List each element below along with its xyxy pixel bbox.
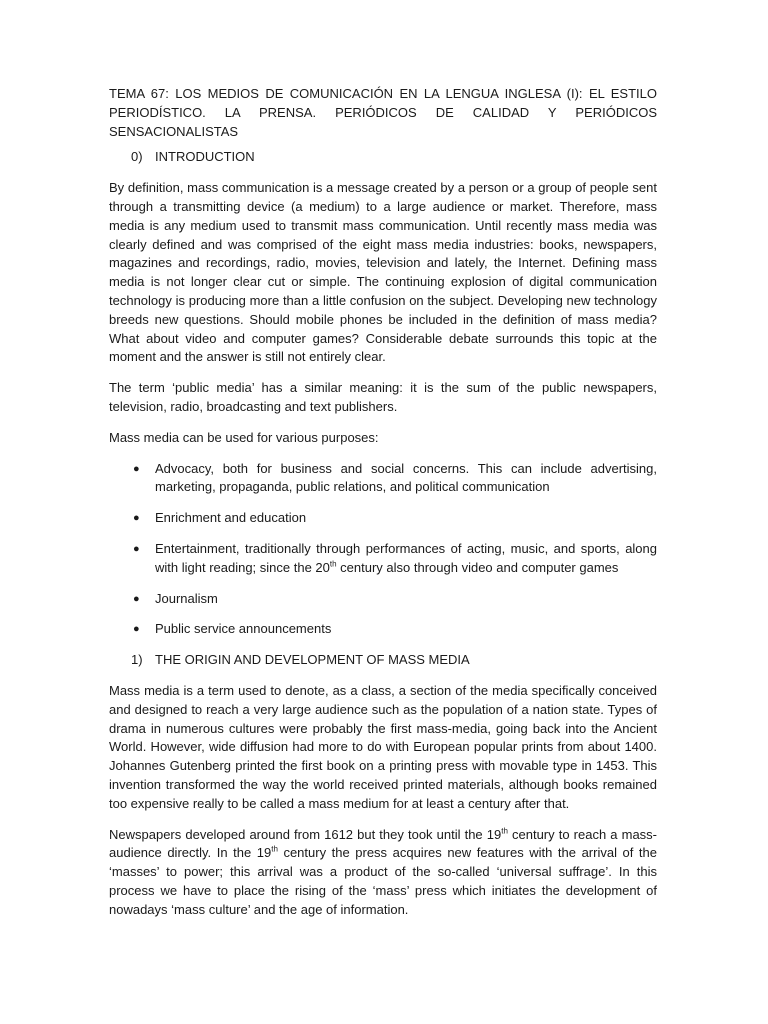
text-run: century to reach a mass-audience directly. In the 19 [109, 826, 658, 861]
list-item [109, 509, 657, 528]
superscript: th [271, 844, 278, 854]
paragraph-purposes-intro: Mass media can be used for various purposes: [109, 429, 379, 445]
list-item-text: Journalism [155, 590, 218, 606]
superscript: th [329, 559, 337, 569]
bullet-icon: ● [133, 462, 140, 475]
paragraph-newspapers [109, 826, 657, 920]
bullet-icon: ● [133, 512, 140, 525]
paragraph-mass-media-origin: Mass media is a term used to denote, as a class, a section of the media specifically conceived and designed to reach a very large audience such as the population of a nation state. Types of drama in numerous cultures were probably the first mass-media, going back into the Ancient World. However, wide diffusion had more to do with European popular prints from about 1400. Johannes Gutenberg printed the first book on a printing press with movable type in 1453. This invention transformed the way the world received printed materials, although books remained too expensive really to be called a mass medium for at least a century after that. [109, 682, 657, 811]
bullet-icon: ● [133, 542, 140, 555]
list-item-text: Public service announcements [155, 621, 332, 637]
text-run: century the press acquires new features with the arrival of the ‘masses’ to power; this arrival was a product of the so-called ‘universal suffrage’. In this process we have to place the rising of the ‘mass’ press which initiates the development of nowadays ‘mass culture’ and the age of information. [109, 845, 657, 917]
section-number: 1) [131, 652, 143, 668]
section-title: THE ORIGIN AND DEVELOPMENT OF MASS MEDIA [155, 652, 470, 668]
text-run: century also through video and computer games [336, 559, 619, 575]
section-number: 0) [131, 149, 143, 165]
list-item [109, 540, 657, 578]
document-body [109, 85, 657, 931]
text-run: Entertainment, traditionally through performances of acting, music, and sports, along with light reading; since the 20 [155, 540, 657, 575]
bullet-icon: ● [133, 623, 140, 636]
bullet-icon: ● [133, 592, 140, 605]
purposes-list [109, 460, 657, 640]
list-item-text: Enrichment and education [155, 510, 307, 526]
section-heading-introduction [131, 148, 657, 167]
document-title: TEMA 67: LOS MEDIOS DE COMUNICACIÓN EN LA LENGUA INGLESA (I): EL ESTILO PERIODÍSTICO. LA PRENSA. PERIÓDICOS DE CALIDAD Y PERIÓDICOS SENSACIONALISTAS [109, 86, 657, 139]
paragraph-definition: By definition, mass communication is a message created by a person or a group of people sent through a transmitting device (a medium) to a large audience or market. Therefore, mass media is any medium used to transmit mass communication. Until recently mass media was clearly defined and was comprised of the eight mass media industries: books, newspapers, magazines and recordings, radio, movies, television and lately, the Internet. Defining mass media is not longer clear cut or simple. The continuing explosion of digital communication technology is producing more than a little confusion on the subject. Developing new technology breeds new questions. Should mobile phones be included in the definition of mass media? What about video and computer games? Considerable debate surrounds this topic at the moment and the answer is still not entirely clear. [109, 180, 657, 365]
list-item [109, 590, 657, 609]
paragraph-public-media: The term ‘public media’ has a similar meaning: it is the sum of the public newspapers, television, radio, broadcasting and text publishers. [109, 380, 657, 414]
section-title: INTRODUCTION [155, 149, 255, 165]
list-item [109, 460, 657, 498]
list-item-text: Advocacy, both for business and social concerns. This can include advertising, marketing, propaganda, public relations, and political communication [155, 460, 657, 495]
list-item-text [155, 540, 657, 578]
text-run: Newspapers developed around from 1612 but they took until the 19 [109, 826, 502, 842]
section-heading-origin [131, 651, 657, 670]
list-item [109, 620, 657, 639]
superscript: th [501, 826, 508, 836]
